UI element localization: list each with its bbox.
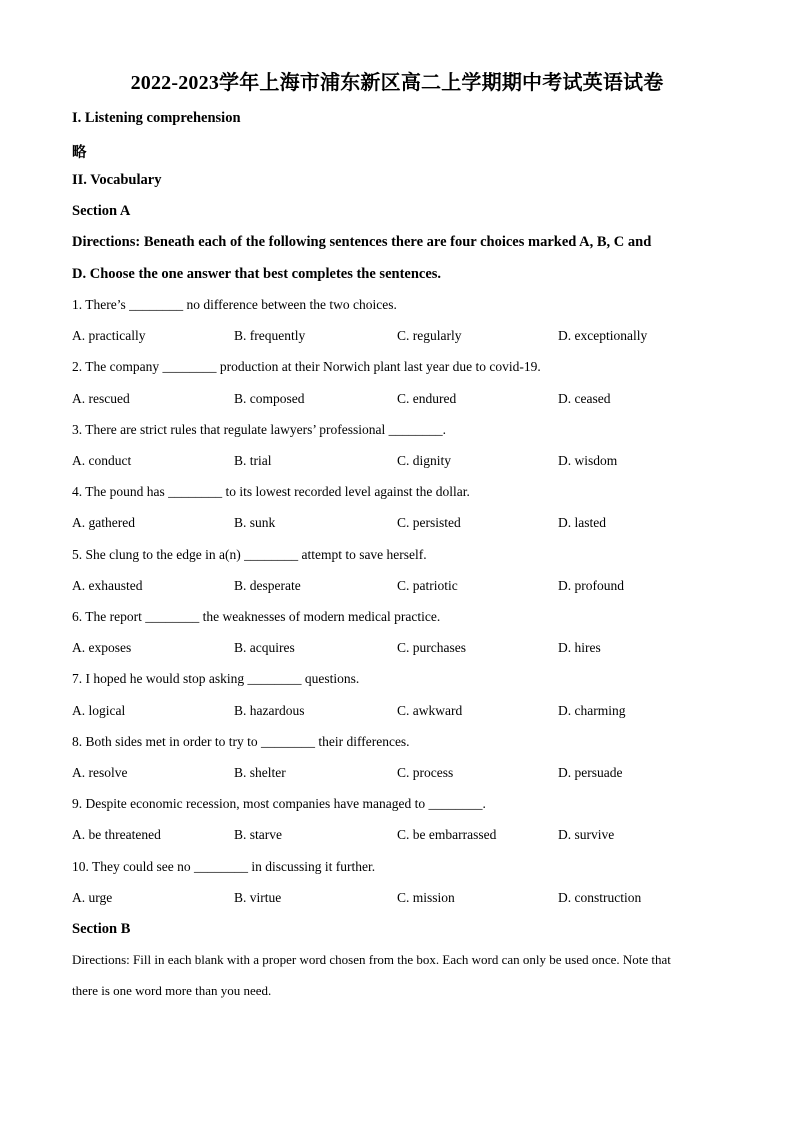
question-stem: 10. They could see no ________ in discussing it further.: [72, 859, 376, 874]
option-c: C. be embarrassed: [397, 827, 497, 842]
option-a: A. practically: [72, 328, 146, 343]
question-stem: 6. The report ________ the weaknesses of modern medical practice.: [72, 609, 441, 624]
question-stem: 2. The company ________ production at their Norwich plant last year due to covid-19.: [72, 359, 541, 374]
option-a: A. gathered: [72, 515, 135, 530]
option-b: B. shelter: [234, 765, 286, 780]
option-b: B. desperate: [234, 578, 301, 593]
option-c: C. dignity: [397, 453, 452, 468]
question-stem: 5. She clung to the edge in a(n) ________ attempt to save herself.: [72, 547, 427, 562]
option-a: A. logical: [72, 703, 126, 718]
option-b: B. acquires: [234, 640, 295, 655]
section-b-directions-line1: Directions: Fill in each blank with a proper word chosen from the box. Each word can only be used once. Note that: [72, 952, 671, 967]
listening-note: 略: [72, 145, 87, 161]
option-b: B. starve: [234, 827, 282, 842]
option-a: A. exposes: [72, 640, 132, 655]
section-b-directions-line2: there is one word more than you need.: [72, 983, 272, 998]
question-stem: 4. The pound has ________ to its lowest recorded level against the dollar.: [72, 484, 470, 499]
question-stem: 1. There’s ________ no difference between the two choices.: [72, 297, 397, 312]
option-d: D. exceptionally: [558, 328, 648, 343]
option-b: B. frequently: [234, 328, 306, 343]
section-b-heading: Section B: [72, 921, 131, 937]
option-d: D. hires: [558, 640, 601, 655]
question-stem: 9. Despite economic recession, most companies have managed to ________.: [72, 796, 486, 811]
option-c: C. endured: [397, 391, 457, 406]
option-a: A. rescued: [72, 391, 130, 406]
option-c: C. regularly: [397, 328, 462, 343]
option-a: A. exhausted: [72, 578, 143, 593]
page-title: 2022-2023学年上海市浦东新区高二上学期期中考试英语试卷: [130, 72, 664, 94]
option-a: A. conduct: [72, 453, 132, 468]
option-c: C. patriotic: [397, 578, 458, 593]
option-c: C. awkward: [397, 703, 463, 718]
option-c: C. purchases: [397, 640, 466, 655]
option-d: D. wisdom: [558, 453, 618, 468]
option-b: B. virtue: [234, 890, 282, 905]
question-stem: 7. I hoped he would stop asking ________ questions.: [72, 671, 360, 686]
section-a-directions-line1: Directions: Beneath each of the following sentences there are four choices marked A, B, C and: [72, 234, 652, 250]
option-b: B. hazardous: [234, 703, 305, 718]
option-d: D. construction: [558, 890, 642, 905]
option-d: D. profound: [558, 578, 624, 593]
option-c: C. mission: [397, 890, 455, 905]
option-d: D. lasted: [558, 515, 606, 530]
option-d: D. survive: [558, 827, 615, 842]
question-stem: 3. There are strict rules that regulate lawyers’ professional ________.: [72, 422, 446, 437]
option-c: C. persisted: [397, 515, 461, 530]
vocabulary-heading: II. Vocabulary: [72, 172, 162, 188]
question-stem: 8. Both sides met in order to try to ________ their differences.: [72, 734, 410, 749]
option-d: D. persuade: [558, 765, 623, 780]
section-a-directions-line2: D. Choose the one answer that best completes the sentences.: [72, 266, 442, 282]
option-c: C. process: [397, 765, 454, 780]
option-a: A. urge: [72, 890, 113, 905]
option-a: A. resolve: [72, 765, 128, 780]
option-d: D. ceased: [558, 391, 611, 406]
option-b: B. composed: [234, 391, 305, 406]
section-a-heading: Section A: [72, 203, 131, 219]
option-d: D. charming: [558, 703, 626, 718]
option-a: A. be threatened: [72, 827, 161, 842]
option-b: B. trial: [234, 453, 272, 468]
listening-heading: I. Listening comprehension: [72, 110, 241, 126]
option-b: B. sunk: [234, 515, 276, 530]
